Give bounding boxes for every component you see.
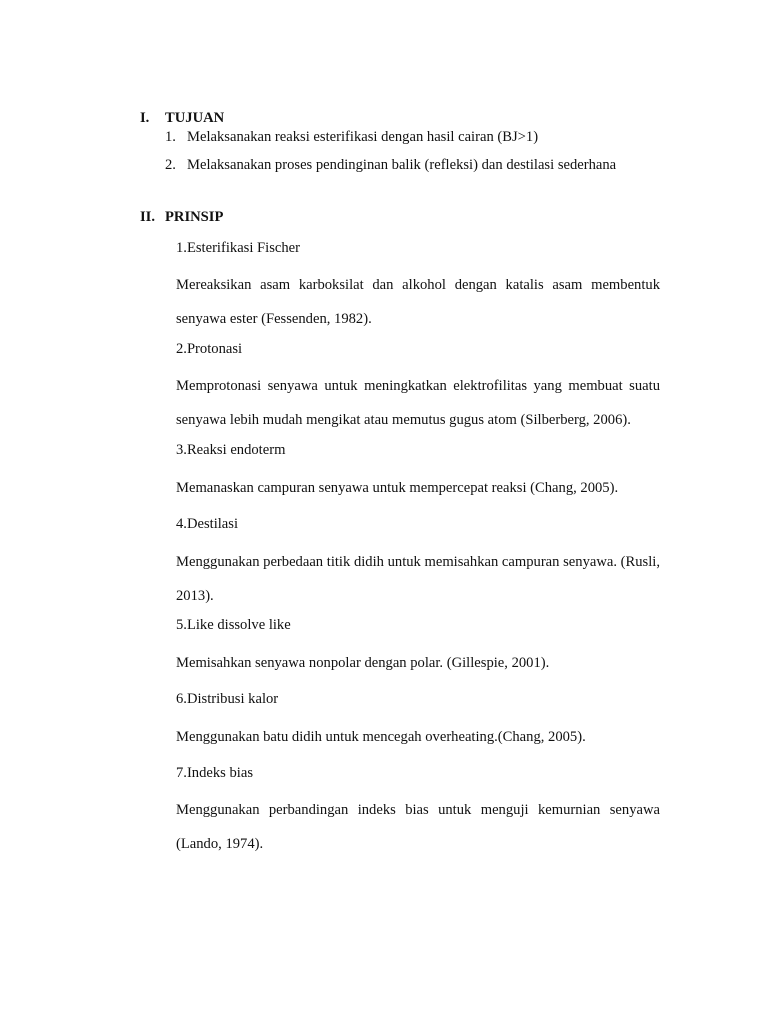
section-number: I. — [140, 110, 150, 126]
section-number: II. — [140, 209, 156, 225]
principle-text: Menggunakan batu didih untuk mencegah overheating.(Chang, 2005). — [176, 729, 586, 745]
list-item-number: 2. — [165, 157, 176, 173]
principle-text: Menggunakan perbandingan indeks bias untuk menguji kemurnian senyawa (Lando, 1974). — [176, 802, 660, 852]
principle-text: Memisahkan senyawa nonpolar dengan polar. (Gillespie, 2001). — [176, 655, 550, 671]
section-heading-tujuan — [140, 110, 224, 127]
list-item — [165, 157, 616, 174]
list-item — [165, 129, 538, 146]
list-item-number: 1. — [165, 129, 176, 145]
list-item-text: Melaksanakan proses pendinginan balik (refleksi) dan destilasi sederhana — [187, 157, 617, 173]
principle-heading: 6.Distribusi kalor — [176, 691, 279, 707]
principle-text: Mereaksikan asam karboksilat dan alkohol dengan katalis asam membentuk senyawa ester (Fessenden, 1982). — [176, 277, 660, 327]
principle-heading: 2.Protonasi — [176, 341, 243, 357]
section-title: TUJUAN — [165, 110, 225, 126]
principle-heading: 3.Reaksi endoterm — [176, 442, 286, 458]
section-heading-prinsip — [140, 209, 223, 226]
section-title: PRINSIP — [165, 209, 224, 225]
principle-heading: 1.Esterifikasi Fischer — [176, 240, 301, 256]
principle-text: Memprotonasi senyawa untuk meningkatkan elektrofilitas yang membuat suatu senyawa lebih mudah mengikat atau memutus gugus atom (Silberberg, 2006). — [176, 378, 660, 428]
principle-heading: 7.Indeks bias — [176, 765, 254, 781]
principle-text: Memanaskan campuran senyawa untuk mempercepat reaksi (Chang, 2005). — [176, 480, 619, 496]
principle-text: Menggunakan perbedaan titik didih untuk memisahkan campuran senyawa. (Rusli, 2013). — [176, 554, 660, 604]
principle-heading: 5.Like dissolve like — [176, 617, 291, 633]
list-item-text: Melaksanakan reaksi esterifikasi dengan hasil cairan (BJ>1) — [187, 129, 539, 145]
principle-heading: 4.Destilasi — [176, 516, 239, 532]
